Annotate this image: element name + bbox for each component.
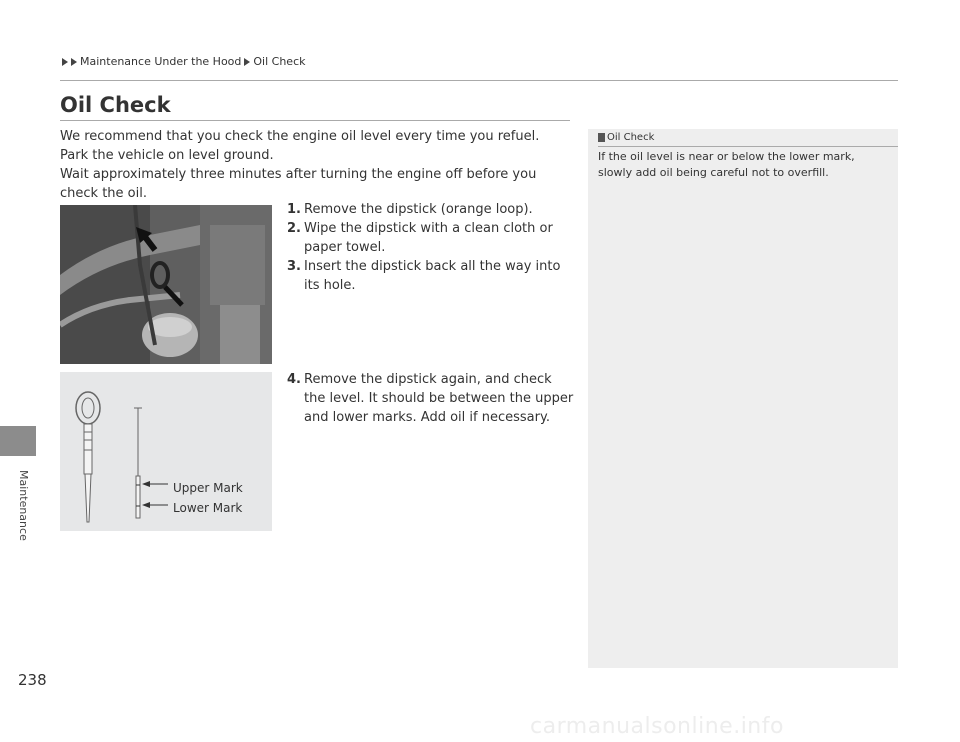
breadcrumb-page[interactable]: Oil Check [253,55,306,68]
section-tab[interactable] [0,426,36,456]
title-divider [60,120,570,121]
breadcrumb [62,55,306,68]
dipstick-diagram [60,372,272,531]
intro-paragraph: Wait approximately three minutes after turning the engine off before you check the oil. [60,167,537,201]
step-text: Insert the dipstick back all the way into its hole. [304,259,561,293]
lower-mark-label: Lower Mark [173,501,243,515]
intro-text [60,127,575,203]
step-text: Wipe the dipstick with a clean cloth or paper towel. [304,221,553,255]
note-divider [598,146,898,147]
step-item [287,219,577,257]
page-title: Oil Check [60,93,171,117]
steps-list-1 [287,200,577,295]
upper-mark-label: Upper Mark [173,481,243,495]
breadcrumb-section[interactable]: Maintenance Under the Hood [80,55,242,68]
step-number: 2. [287,221,301,236]
header-divider [60,80,898,81]
note-body: If the oil level is near or below the lower mark, slowly add oil being careful not to overfill. [598,150,855,179]
breadcrumb-arrow-icon [244,58,250,66]
step-number: 1. [287,202,301,217]
reference-icon [598,133,605,142]
breadcrumb-arrow-icon [71,58,77,66]
side-note [588,129,898,668]
watermark: carmanualsonline.info [530,714,784,739]
page-number: 238 [18,671,47,689]
step-number: 3. [287,259,301,274]
step-item [287,370,577,427]
step-item [287,200,577,219]
intro-paragraph: We recommend that you check the engine oil level every time you refuel. [60,129,540,144]
step-text: Remove the dipstick again, and check the level. It should be between the upper and lower marks. Add oil if necessary. [304,372,574,425]
note-header [598,132,654,143]
intro-paragraph: Park the vehicle on level ground. [60,148,274,163]
engine-bay-photo [60,205,272,364]
section-tab-label: Maintenance [17,470,30,541]
breadcrumb-arrow-icon [62,58,68,66]
step-number: 4. [287,372,301,387]
step-text: Remove the dipstick (orange loop). [304,202,533,217]
note-title: Oil Check [607,132,655,143]
steps-list-2 [287,370,577,427]
step-item [287,257,577,295]
